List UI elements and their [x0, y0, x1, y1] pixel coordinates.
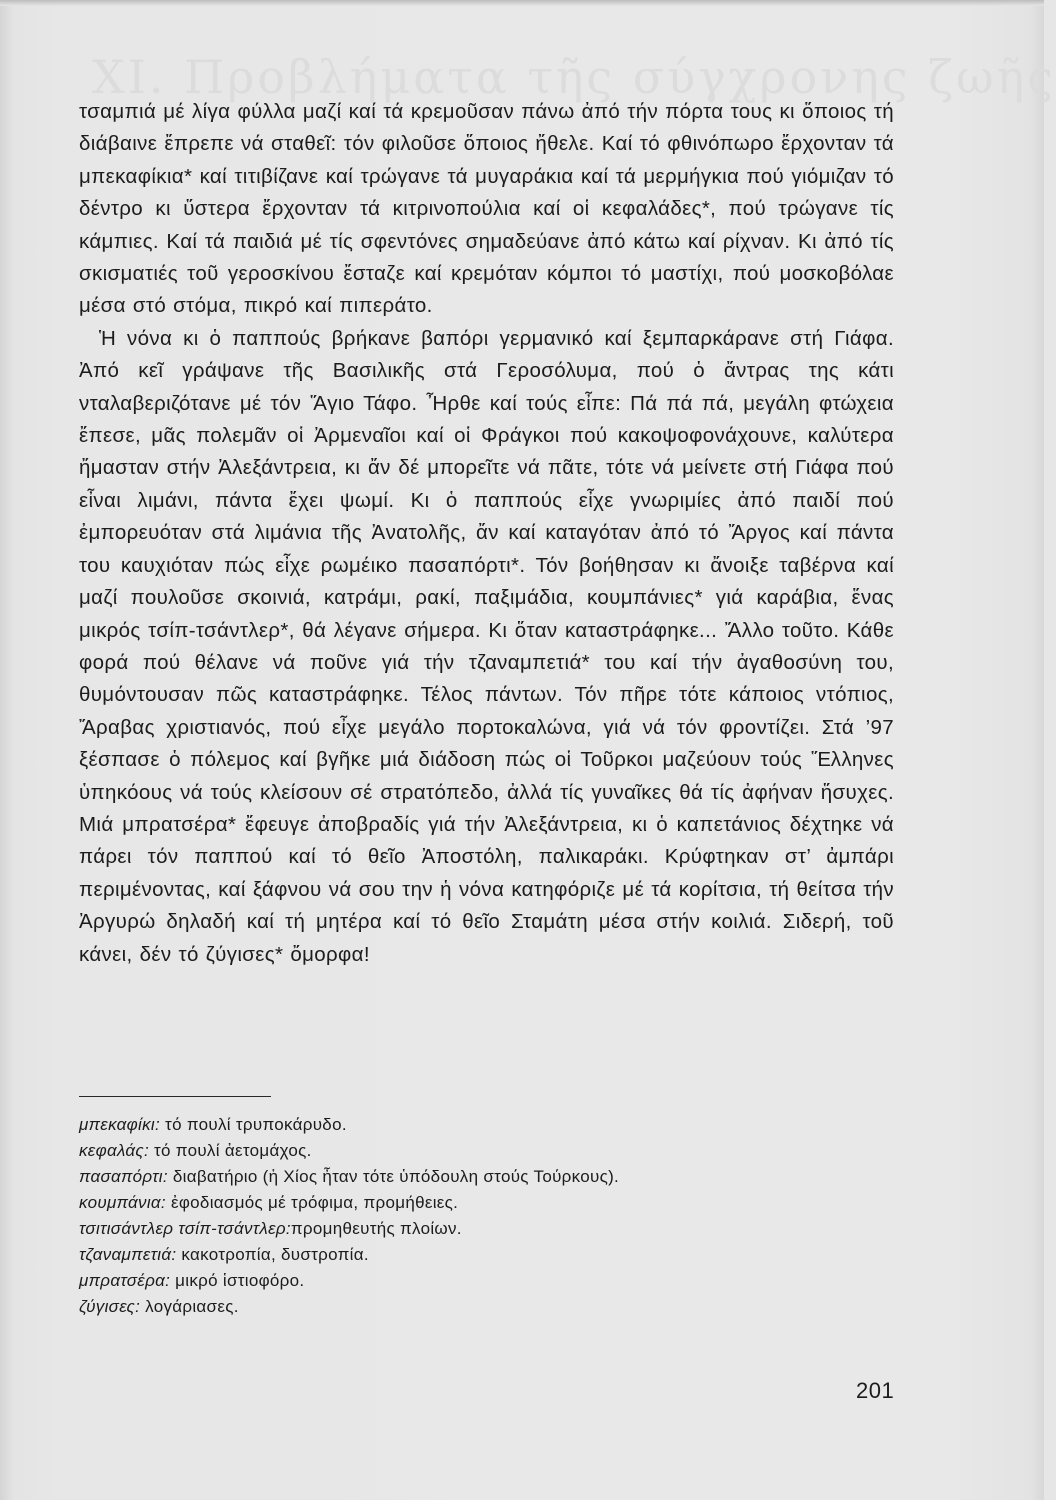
footnote-term: κεφαλάς:	[79, 1141, 149, 1160]
footnote-term: τζαναμπετιά:	[79, 1245, 177, 1264]
footnote-definition: λογάριασες.	[140, 1297, 239, 1316]
body-text	[79, 96, 894, 971]
footnote-item	[79, 1190, 879, 1216]
footnote-definition: ἐφοδιασμός μέ τρόφιμα, προμήθειες.	[165, 1193, 459, 1212]
bleed-through-heading: ΧΙ. Προβλήματα τῆς σύγχρονης ζωῆς	[92, 50, 1056, 104]
footnote-item	[79, 1164, 879, 1190]
footnote-divider	[79, 1096, 271, 1097]
footnote-item	[79, 1138, 879, 1164]
footnotes-list	[79, 1112, 879, 1320]
footnote-definition: προμηθευτής πλοίων.	[290, 1219, 462, 1238]
footnote-item	[79, 1216, 879, 1242]
footnote-definition: μικρό ἱστιοφόρο.	[170, 1271, 305, 1290]
footnote-item	[79, 1112, 879, 1138]
footnote-item	[79, 1294, 879, 1320]
footnote-item	[79, 1268, 879, 1294]
footnote-term: κουμπάνια:	[79, 1193, 166, 1212]
paragraph-1: τσαμπιά μέ λίγα φύλλα μαζί καί τά κρεμοῦσαν πάνω ἀπό τήν πόρτα τους κι ὅποιος τή διάβαινε ἔπρεπε νά σταθεῖ: τόν φιλοῦσε ὅποιος ἤθελε. Καί τό φθινόπωρο ἔρχονταν τά μπεκαφίκια* καί τιτιβίζανε καί τρώγανε τά μυγαράκια καί τά μερμήγκια πού γιόμιζαν τό δέντρο κι ὕστερα ἔρχονταν τά κιτρινοπούλια καί οἱ κεφαλάδες*, πού τρώγανε τίς κάμπιες. Καί τά παιδιά μέ τίς σφεντόνες σημαδεύανε ἀπό κάτω καί ρίχναν. Κι ἀπό τίς σκισματιές τοῦ γεροσκίνου ἔσταζε καί κρεμόταν κόμποι τό μαστίχι, πού μοσκοβόλαε μέσα στό στόμα, πικρό καί πιπεράτο.	[79, 100, 894, 318]
page-top-edge	[0, 0, 1044, 6]
footnote-term: μπρατσέρα:	[79, 1271, 171, 1290]
footnote-definition: κακοτροπία, δυστροπία.	[176, 1245, 369, 1264]
footnote-definition: τό πουλί τρυποκάρυδο.	[160, 1115, 347, 1134]
footnote-term: ζύγισες:	[79, 1297, 141, 1316]
footnote-term: μπεκαφίκι:	[79, 1115, 161, 1134]
footnote-definition: διαβατήριο (ἡ Χίος ἦταν τότε ὑπόδουλη στούς Τούρκους).	[167, 1167, 620, 1186]
footnote-term: πασαπόρτι:	[79, 1167, 168, 1186]
footnote-definition: τό πουλί ἀετομάχος.	[148, 1141, 312, 1160]
paragraph-2: Ἡ νόνα κι ὁ παππούς βρήκανε βαπόρι γερμανικό καί ξεμπαρκάρανε στή Γιάφα. Ἀπό κεῖ γράψανε τῆς Βασιλικῆς στά Γεροσόλυμα, πού ὁ ἄντρας της κάτι νταλαβεριζότανε μέ τόν Ἅγιο Τάφο. Ἦρθε καί τούς εἶπε: Πά πά πά, μεγάλη φτώχεια ἔπεσε, μᾶς πολεμᾶν οἱ Ἀρμεναῖοι καί οἱ Φράγκοι πού κακοψοφονάχουνε, καλύτερα ἤμασταν στήν Ἀλεξάντρεια, κι ἄν δέ μπορεῖτε νά πᾶτε, τότε νά μείνετε στή Γιάφα πού εἶναι λιμάνι, πάντα ἔχει ψωμί. Κι ὁ παππούς εἶχε γνωριμίες ἀπό παιδί πού ἐμπορευόταν στά λιμάνια τῆς Ἀνατολῆς, ἄν καί καταγόταν ἀπό τό Ἄργος καί πάντα του καυχιόταν πώς εἶχε ρωμέικο πασαπόρτι*. Τόν βοήθησαν κι ἄνοιξε ταβέρνα καί μαζί πουλοῦσε σκοινιά, κατράμι, ρακί, παξιμάδια, κουμπάνιες* γιά καράβια, ἕνας μικρός τσίπ-τσάντλερ*, θά λέγανε σήμερα. Κι ὅταν καταστράφηκε... Ἄλλο τοῦτο. Κάθε φορά πού θέλανε νά ποῦνε γιά τήν τζαναμπετιά* του καί τήν ἀγαθοσύνη του, θυμόντουσαν πῶς καταστράφηκε. Τέλος πάντων. Τόν πῆρε τότε κάποιος ντόπιος, Ἄραβας χριστιανός, πού εἶχε μεγάλο πορτοκαλώνα, γιά νά τόν φροντίζει. Στά ’97 ξέσπασε ὁ πόλεμος καί βγῆκε μιά διάδοση πώς οἱ Τοῦρκοι μαζεύουν τούς Ἕλληνες ὑπηκόους νά τούς κλείσουν σέ στρατόπεδο, ἀλλά τίς γυναῖκες θά τίς ἀφήναν ἥσυχες. Μιά μπρατσέρα* ἔφευγε ἀποβραδίς γιά τήν Ἀλεξάντρεια, κι ὁ καπετάνιος δέχτηκε νά πάρει τόν παππού καί τό θεῖο Ἀποστόλη, παλικαράκι. Κρύφτηκαν στ’ ἀμπάρι περιμένοντας, καί ξάφνου νά σου την ἡ νόνα κατηφόριζε μέ τά κορίτσια, τή θείτσα τήν Ἀργυρώ δηλαδή καί τή μητέρα καί τό θεῖο Σταμάτη μέσα στήν κοιλιά. Σιδερή, τοῦ κάνει, δέν τό ζύγισες* ὄμορφα!	[79, 326, 894, 966]
footnote-term: τσιτισάντλερ τσίπ-τσάντλερ:	[79, 1219, 291, 1238]
footnote-item	[79, 1242, 879, 1268]
page-number: 201	[856, 1378, 895, 1403]
